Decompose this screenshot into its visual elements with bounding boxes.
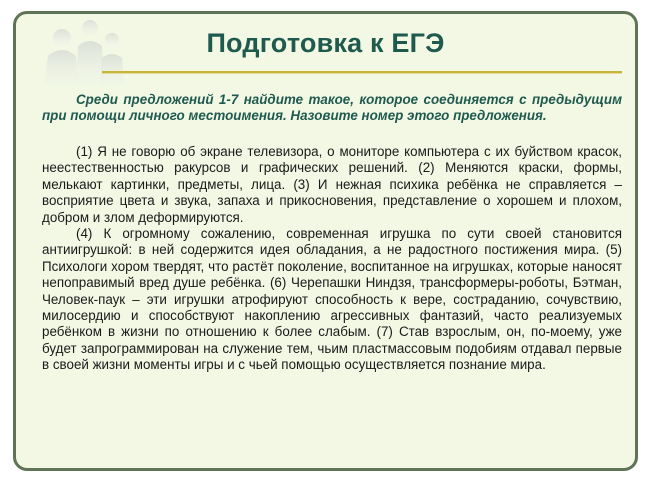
slide-frame [13, 11, 638, 471]
text-paragraph-1: (1) Я не говорю об экране телевизора, о мониторе компьютера с их буйством красок, неестественностью ракурсов и графических решений. (2) Меняются краски, формы, мелькают картинки, предметы, лица. (3) И нежная психика ребёнка не справляется – восприятие цвета и звука, запаха и прикосновения, представление о хорошем и плохом, добром и злом деформируются. [42, 144, 622, 225]
task-instruction: Среди предложений 1-7 найдите такое, которое соединяется с предыдущим при помощи личного местоимения. Назовите номер этого предложения. [42, 92, 622, 123]
text-paragraph-2: (4) К огромному сожалению, современная игрушка по сути своей становится антиигрушкой: в ней содержится идея обладания, а не радостного постижения мира. (5) Психологи хором твердят, что растёт поколение, воспитанное на игрушках, которые наносят непоправимый вред душе ребёнка. (6) Черепашки Ниндзя, трансформеры-роботы, Бэтман, Человек-паук – эти игрушки атрофируют способность к вере, состраданию, сочувствию, милосердию и способствуют накоплению агрессивных фантазий, часто реализуемых ребёнком в жизни по отношению к более слабым. (7) Став взрослым, он, по-моему, уже будет запрограммирован на служение тем, чьим пластмассовым подобиям отдавал первые в своей жизни моменты игры и с чьей помощью осуществляется познание мира. [42, 226, 622, 373]
source-text [42, 144, 622, 374]
title-divider-shadow [102, 73, 622, 74]
page-title: Подготовка к ЕГЭ [206, 28, 445, 58]
